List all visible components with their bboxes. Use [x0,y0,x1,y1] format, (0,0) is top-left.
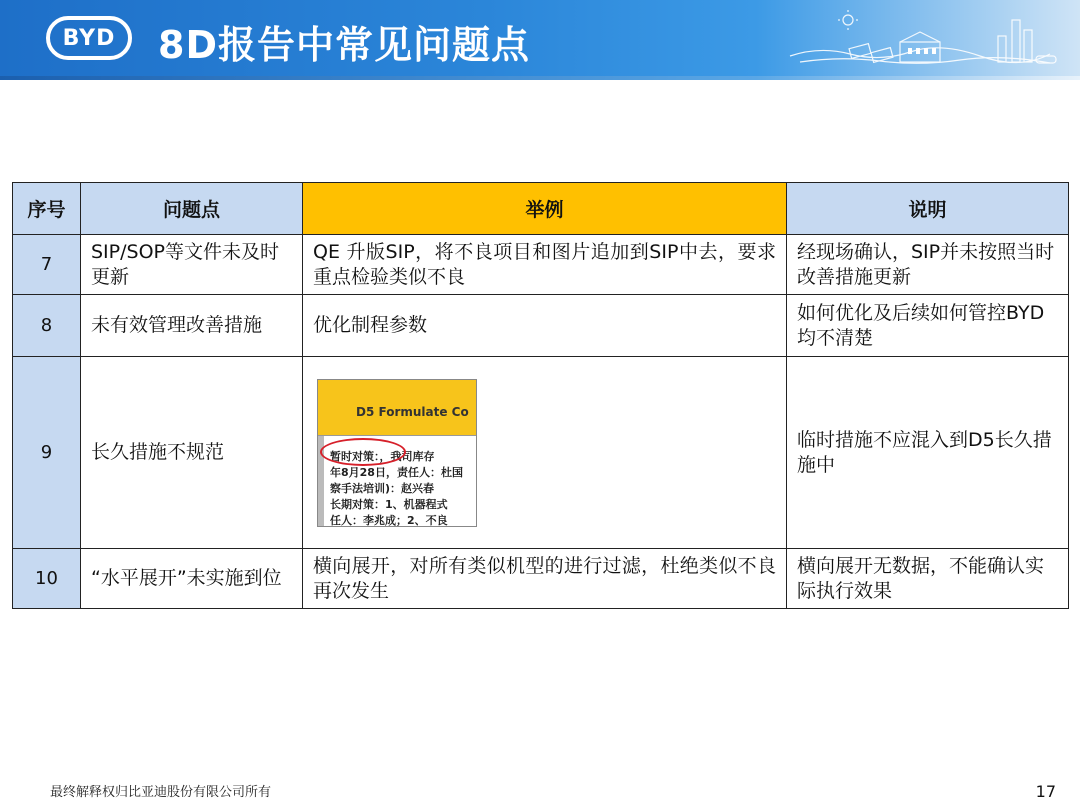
example-screenshot-image [317,379,477,527]
example-image-line: 暂时对策：，我司库存 [330,449,435,463]
table-row [13,235,1069,295]
note-cell: 临时措施不应混入到D5长久措施中 [787,357,1069,549]
example-image-line: 任人：李兆成；2、不良 [330,513,448,527]
note-cell: 如何优化及后续如何管控BYD均不清楚 [787,295,1069,357]
table-row [13,295,1069,357]
example-cell: 横向展开，对所有类似机型的进行过滤，杜绝类似不良再次发生 [303,549,787,609]
row-number: 9 [13,357,81,549]
issue-cell: “水平展开”未实施到位 [81,549,303,609]
table-row [13,549,1069,609]
issues-table [12,182,1069,609]
table-row [13,357,1069,549]
col-header-issue: 问题点 [81,183,303,235]
col-header-note: 说明 [787,183,1069,235]
note-cell: 经现场确认，SIP并未按照当时改善措施更新 [787,235,1069,295]
row-number: 10 [13,549,81,609]
copyright-footer: 最终解释权归比亚迪股份有限公司所有 [50,785,272,800]
byd-logo: BYD [46,16,132,60]
table-header-row [13,183,1069,235]
red-highlight-circle [320,438,406,466]
issue-cell: SIP/SOP等文件未及时更新 [81,235,303,295]
example-image-heading: D5 Formulate Co [356,404,469,419]
example-image-line: 年8月28日，责任人：杜国 [330,465,463,479]
example-image-line: 察手法培训)：赵兴春 [330,481,435,495]
example-cell: QE 升版SIP，将不良项目和图片追加到SIP中去，要求重点检验类似不良 [303,235,787,295]
skyline-illustration-icon [780,6,1060,74]
page-number: 17 [1035,782,1056,801]
example-cell: 优化制程参数 [303,295,787,357]
col-header-no: 序号 [13,183,81,235]
row-number: 8 [13,295,81,357]
example-cell [303,357,787,549]
note-cell: 横向展开无数据，不能确认实际执行效果 [787,549,1069,609]
header-banner [0,0,1080,80]
page-title: 8D报告中常见问题点 [158,23,530,67]
issue-cell: 长久措施不规范 [81,357,303,549]
example-image-line: 长期对策：1、机器程式 [330,497,448,511]
row-number: 7 [13,235,81,295]
header-stripe [0,76,1080,80]
col-header-example: 举例 [303,183,787,235]
issue-cell: 未有效管理改善措施 [81,295,303,357]
